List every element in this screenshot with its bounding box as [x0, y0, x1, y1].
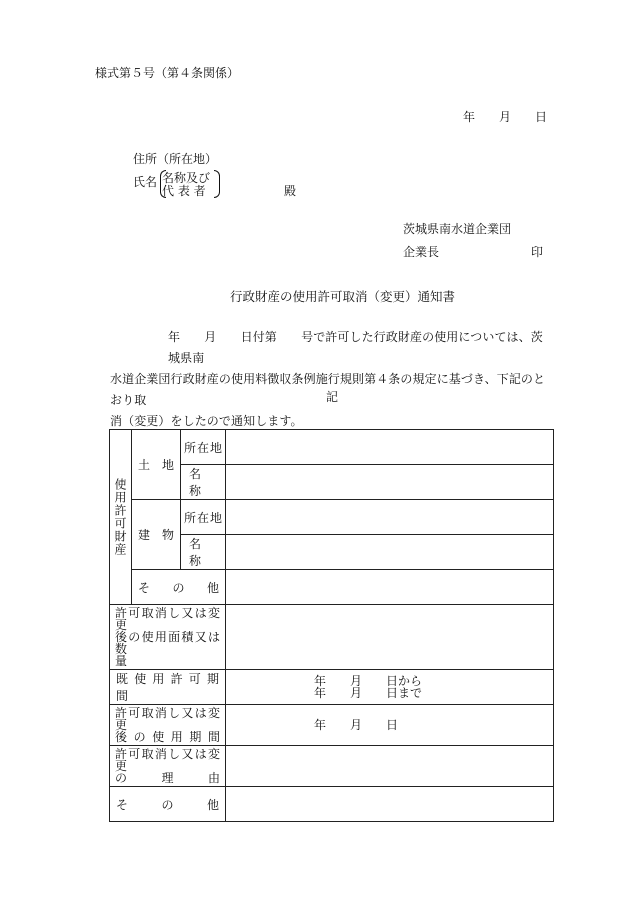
area-label-1: 許可取消し又は変更	[115, 606, 220, 632]
name-sub-1: 名称及び	[162, 171, 211, 185]
after-period-year: 年	[314, 718, 327, 732]
details-table	[109, 429, 554, 822]
after-period-value[interactable]	[226, 705, 554, 746]
area-label	[110, 605, 226, 670]
land-location-value[interactable]	[226, 430, 554, 465]
land-name-label: 名 称	[181, 465, 226, 500]
body-line-1: 年 月 日付第 号で許可した行政財産の使用については、茨城県南	[168, 330, 543, 365]
after-period-label	[110, 705, 226, 746]
seal-mark: 印	[531, 245, 544, 259]
ki-mark: 記	[326, 390, 339, 404]
building-name-value[interactable]	[226, 535, 554, 570]
date-year: 年	[463, 110, 476, 124]
building-label: 建 物	[132, 500, 181, 570]
date-day: 日	[535, 110, 548, 124]
after-period-day: 日	[386, 718, 399, 732]
reason-label	[110, 746, 226, 787]
name-sub-labels	[162, 172, 210, 198]
form-number: 様式第５号（第４条関係）	[95, 66, 240, 80]
body-line-3: 消（変更）をしたので通知します。	[110, 414, 303, 428]
area-label-2: 後の使用面積又は数	[115, 630, 220, 656]
sender-title: 企業長	[403, 245, 440, 259]
area-value[interactable]	[226, 605, 554, 670]
body-line-2: 水道企業団行政財産の使用料徴収条例施行規則第４条の規定に基づき、下記のとおり取	[110, 372, 546, 407]
area-label-3: 量	[115, 654, 128, 668]
sender-organization: 茨城県南水道企業団	[403, 222, 512, 236]
building-name-label: 名 称	[181, 535, 226, 570]
property-other-value[interactable]	[226, 570, 554, 605]
building-location-value[interactable]	[226, 500, 554, 535]
right-bracket	[214, 170, 220, 198]
land-label: 土 地	[132, 430, 181, 500]
property-other-label: そ の 他	[132, 570, 226, 605]
existing-period-label: 既 使 用 許 可 期 間	[110, 670, 226, 705]
existing-from-year: 年	[314, 674, 327, 688]
date-month: 月	[499, 110, 512, 124]
honorific: 殿	[284, 184, 297, 198]
existing-to-month: 月	[350, 686, 363, 700]
existing-from-day: 日から	[386, 674, 423, 688]
existing-period-value[interactable]	[226, 670, 554, 705]
after-period-label-1: 許可取消し又は変更	[115, 706, 220, 732]
document-title: 行政財産の使用許可取消（変更）通知書	[230, 289, 456, 304]
name-label: 氏名	[133, 175, 158, 189]
after-period-month: 月	[350, 718, 363, 732]
existing-from-month: 月	[350, 674, 363, 688]
existing-to-day: 日まで	[386, 686, 423, 700]
other-value[interactable]	[226, 787, 554, 822]
land-location-label: 所在地	[181, 430, 226, 465]
address-label: 住所（所在地）	[133, 152, 218, 166]
after-period-label-2: 後 の 使 用 期 間	[115, 730, 220, 744]
land-name-value[interactable]	[226, 465, 554, 500]
property-group-label: 使用許可財産	[110, 430, 132, 605]
existing-to-year: 年	[314, 686, 327, 700]
building-location-label: 所在地	[181, 500, 226, 535]
reason-value[interactable]	[226, 746, 554, 787]
body-text	[110, 327, 550, 432]
issue-date	[463, 111, 547, 123]
other-label: そ の 他	[110, 787, 226, 822]
reason-label-2: の 理 由	[115, 771, 220, 785]
reason-label-1: 許可取消し又は変更	[115, 747, 220, 773]
name-sub-2: 代 表 者	[162, 184, 206, 198]
